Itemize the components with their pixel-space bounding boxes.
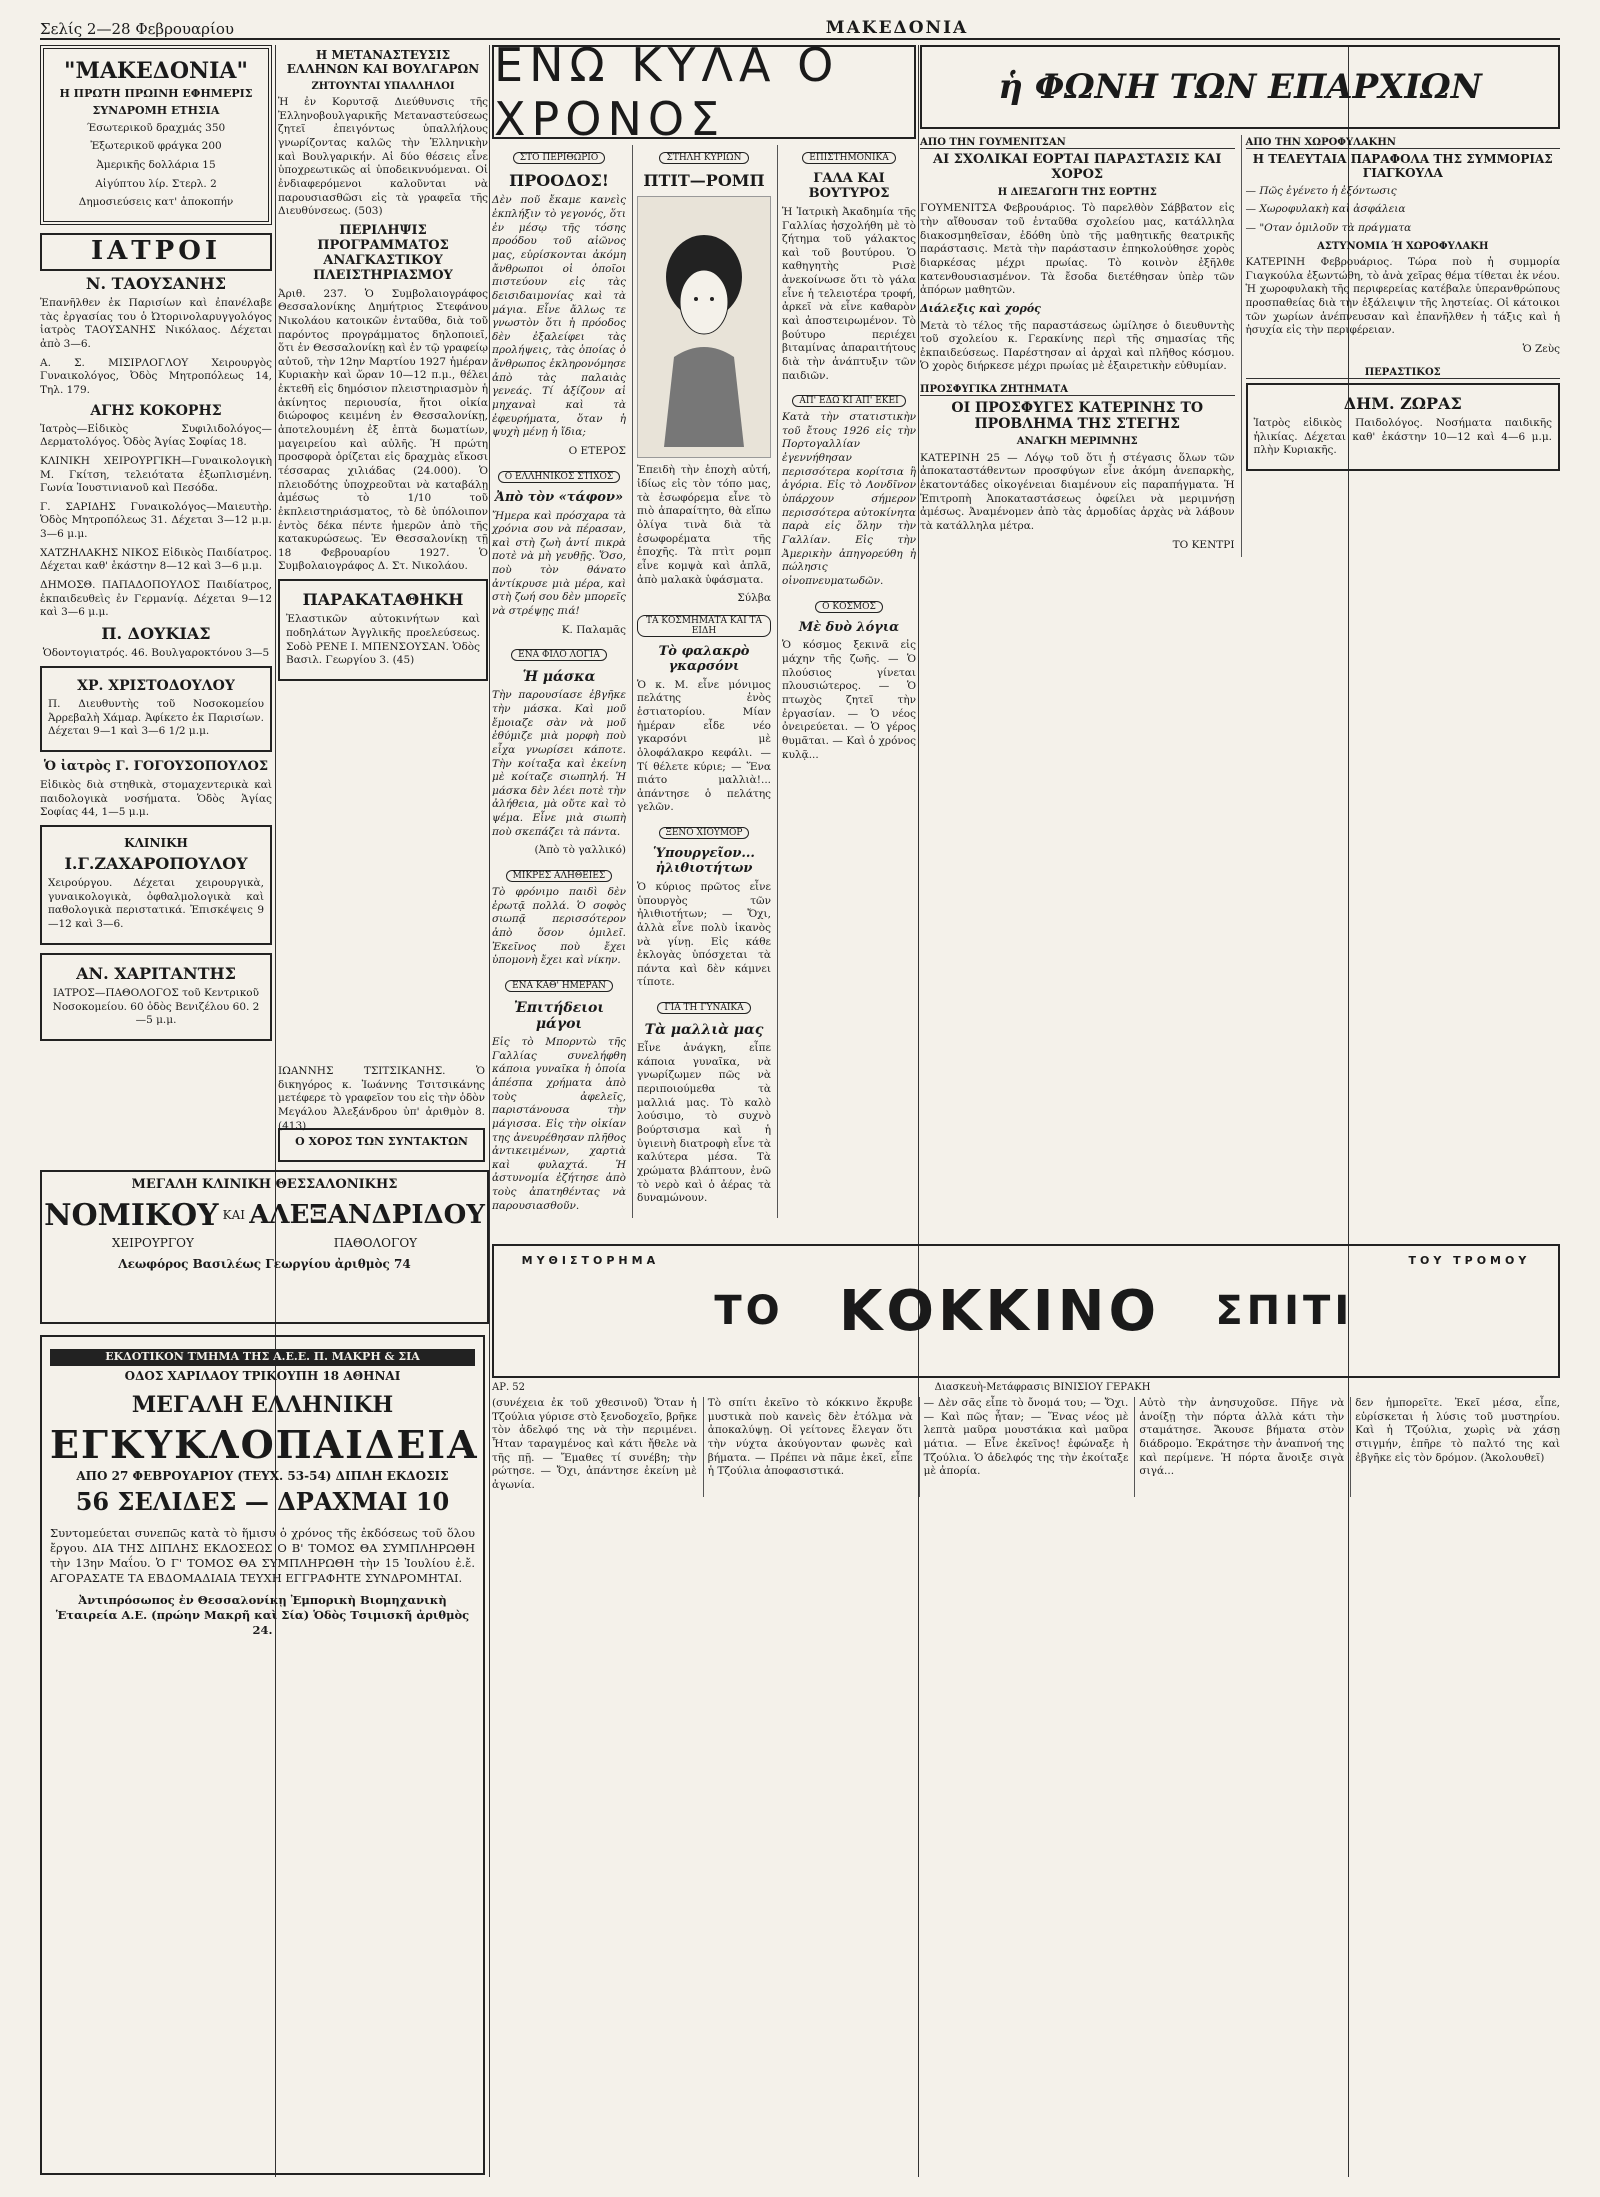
article-headline: Ὑπουργεῖον... ἠλιθιοτήτων <box>653 846 755 877</box>
section-tag: ΤΑ ΚΟΣΜΗΜΑΤΑ ΚΑΙ ΤΑ ΕΙΔΗ <box>637 615 771 637</box>
subscription-line: Αἰγύπτου λίρ. Στερλ. 2 <box>95 177 217 190</box>
serial-text: δεν ἠμπορεῖτε. Ἐκεῖ μέσα, εἶπε, εὑρίσκεται ἡ λύσις τοῦ μυστηρίου. Καὶ ἡ Τζούλια, χωρὶς νὰ χάσῃ στιγμήν, ἐπῆρε τὸ παλτό της καὶ ἐβγῆκε εἰς τὸν δρόμον. (Ἀκολουθεῖ) <box>1355 1397 1560 1464</box>
page-date: Σελίς 2—28 Φεβρουαρίου <box>40 20 235 38</box>
article-body: Ὁ κόσμος ξεκινᾶ εἰς μάχην τῆς ζωῆς. — Ὁ πλούσιος γίνεται πλουσιώτερος. — Ὁ πτωχὸς ζητεῖ τὴν ἐργασίαν. — Ὁ νέος ὀνειρεύεται. — Ὁ γέρος θυμᾶται. — Καὶ ὁ χρόνος κυλᾷ... <box>782 639 916 761</box>
article-headline: Τὰ μαλλιὰ μας <box>644 1022 764 1039</box>
article-headline: Ἡ μάσκα <box>522 669 596 686</box>
article-headline: ΟΙ ΠΡΟΣΦΥΓΕΣ ΚΑΤΕΡΙΝΗΣ ΤΟ ΠΡΟΒΛΗΜΑ ΤΗΣ ΣΤΕΓΗΣ <box>951 400 1204 433</box>
article-headline: ΓΑΛΑ ΚΑΙ ΒΟΥΤΥΡΟΣ <box>808 171 890 201</box>
section-tag: ΕΝΑ ΚΑΘ' ΗΜΕΡΑΝ <box>505 980 613 992</box>
subscription-line: Έσωτερικοῦ δραχμάς 350 <box>86 121 226 134</box>
section-tag: ΣΤΗΛΗ ΚΥΡΙΩΝ <box>659 152 748 164</box>
serial-label: ΜΥΘΙΣΤΟΡΗΜΑ <box>521 1254 660 1267</box>
article-subheadline: ΑΣΤΥΝΟΜΙΑ Ή ΧΩΡΟΦΥΛΑΚΗ <box>1317 240 1489 252</box>
article-headline: ΠΕΡΙΛΗΨΙΣ ΠΡΟΓΡΑΜΜΑΤΟΣ ΑΝΑΓΚΑΣΤΙΚΟΥ ΠΛΕΙΣΤΗΡΙΑΣΜΟΥ <box>313 222 453 283</box>
serial-text: Τὸ σπίτι ἐκεῖνο τὸ κόκκινο ἔκρυβε μυστικὰ ποὺ κανεὶς δὲν ἐτόλμα νὰ ἀποκαλύψῃ. Οἱ γείτονες ἔλεγαν ὅτι τὴν νύχτα ἀκούγονταν φωνὲς καὶ βήματα. — Πρέπει νὰ πᾶμε ἐκεῖ, εἶπε ἡ Τζούλια ἀποφασιστικά. <box>707 1397 913 1478</box>
encyclopedia-agent: Ἀντιπρόσωπος ἐν Θεσσαλονίκῃ Ἐμπορικὴ Βιομηχανικὴ Ἑταιρεία Α.Ε. (πρώην Μακρῆ καὶ Σία) Ὁδὸς Τσιμισκῆ ἀριθμὸς 24. <box>55 1592 470 1637</box>
article-bullet: — Χωροφυλακὴ καὶ ἀσφάλεια <box>1245 203 1406 216</box>
encyclopedia-publisher: ΕΚΔΟΤΙΚΟΝ ΤΜΗΜΑ ΤΗΣ Α.Ε.Ε. Π. ΜΑΚΡΗ & ΣΙΑ <box>50 1349 475 1366</box>
clinic-name: Ι.Γ.ΖΑΧΑΡΟΠΟΥΛΟΥ <box>64 853 248 873</box>
doctor-ad: Εἰδικὸς διὰ στηθικὰ, στομαχεντερικὰ καὶ παιδολογικὰ νοσήματα. Ὁδὸς Ἁγίας Σοφίας 44, 1—5 μ.μ. <box>40 778 272 819</box>
article-signature: Σύλβα <box>737 592 771 605</box>
doctor-box <box>1246 383 1561 471</box>
doctor-name: Ν. ΤΑΟΥΣΑΝΗΣ <box>85 273 227 293</box>
doctor-ad: ΔΗΜΟΣΘ. ΠΑΠΑΔΟΠΟΥΛΟΣ Παιδίατρος, ἐκπαιδευθεὶς ἐν Γερμανίᾳ. Δέχεται 9—12 καὶ 3—6 μ.μ. <box>40 579 272 619</box>
section-tag: ΜΙΚΡΕΣ ΑΛΗΘΕΙΕΣ <box>506 870 613 882</box>
article-subheadline: Διάλεξις καὶ χορός <box>920 301 1041 315</box>
ad-heading: Ο ΧΟΡΟΣ ΤΩΝ ΣΥΝΤΑΚΤΩΝ <box>295 1135 468 1148</box>
article-body: Εἰς τὸ Μπορντὼ τῆς Γαλλίας συνελήφθη κάποια γυναῖκα ἡ ὁποία ἀπέσπα χρήματα ἀπὸ τοὺς ἀφελεῖς, παριστάνουσα τὴν μάγισσα. Εἰς τὴν οἰκίαν της ἀνευρέθησαν πλῆθος ἀντικειμένων, χαρτιὰ καὶ φυλαχτά. Ἡ ἀστυνομία ἐζήτησε ἀπὸ τοὺς ἀπατηθέντας νὰ παρουσιασθοῦν. <box>492 1036 626 1212</box>
doctor-ad: Γ. ΣΑΡΙΔΗΣ Γυναικολόγος—Μαιευτὴρ. Ὁδὸς Μητροπόλεως 31. Δέχεται 3—12 μ.μ. 3—6 μ.μ. <box>40 500 272 541</box>
doctor-box <box>40 666 272 752</box>
doctor-ad: Ἰατρὸς εἰδικὸς Παιδολόγος. Νοσήματα παιδικῆς ἡλικίας. Δέχεται καθ' ἑκάστην 10—12 καὶ 4—6 μ.μ. πλὴν Κυριακῆς. <box>1253 416 1552 457</box>
woman-portrait-illustration <box>637 196 771 458</box>
article-body: Τὸ φρόνιμο παιδὶ δὲν ἐρωτᾷ πολλά. Ὁ σοφὸς σιωπᾷ περισσότερον ἀπὸ ὅσον ὁμιλεῖ. Ἐκεῖνος ποὺ ἔχει ὑπομονὴ ἔχει καὶ νίκην. <box>492 886 626 967</box>
serial-title-word: ΚΟΚΚΙΝΟ <box>838 1278 1161 1344</box>
column-rule <box>489 45 490 2177</box>
encyclopedia-title-line1: ΜΕΓΑΛΗ ΕΛΛΗΝΙΚΗ <box>131 1392 394 1419</box>
clinic-banner <box>40 1170 489 1324</box>
poem-signature: Κ. Παλαμᾶς <box>561 623 626 636</box>
article-headline: Ἐπιτήδειοι μάγοι <box>513 999 605 1032</box>
clinic-ad: ΚΛΙΝΙΚΗ ΧΕΙΡΟΥΡΓΙΚΗ—Γυναικολογικὴ Μ. Γκίτση, τελειότατα ἐξωπλισμένη. Γωνία Ἰουστινιανοῦ καὶ Πεσόδα. <box>40 454 272 495</box>
column-chronicle <box>492 38 916 1225</box>
article-signature: (Ἀπὸ τὸ γαλλικό) <box>534 844 626 857</box>
article-headline: Τὸ φαλακρὸ γκαρσόνι <box>658 643 750 674</box>
section-tag: ΕΠΙΣΤΗΜΟΝΙΚΑ <box>802 152 895 164</box>
clinic-and: ΚΑΙ <box>222 1208 246 1223</box>
article-headline: ΠΡΟΟΔΟΣ! <box>509 171 609 190</box>
notice-text: ΙΩΑΝΝΗΣ ΤΣΙΤΣΙΚΑΝΗΣ. Ὁ δικηγόρος κ. Ἰωάννης Τσιτσικάνης μετέφερε τὸ γραφεῖον του εἰς τὴν ὁδὸν Μεγάλου Ἀλεξάνδρου ὑπ' ἀριθμὸν 8. (413) <box>278 1065 486 1132</box>
section-tag: ΓΙΑ ΤΗ ΓΥΝΑΙΚΑ <box>657 1002 750 1014</box>
encyclopedia-edition: ΑΠΟ 27 ΦΕΒΡΟΥΑΡΙΟΥ (ΤΕΥΧ. 53-54) ΔΙΠΛΗ ΕΚΔΟΣΙΣ <box>76 1469 449 1484</box>
article-body: Ἀριθ. 237. Ὁ Συμβολαιογράφος Θεσσαλονίκης Δημήτριος Στεφάνου Νικολάου κατοικῶν ἐνταῦθα, διὰ τοῦ παρόντος προγράμματος δηλοποιεῖ, ὅτι ἐν Θεσσαλονίκῃ καὶ ἐν τῷ γραφείῳ αὐτοῦ, τὴν 12ην Μαρτίου 1927 ἡμέραν Κυριακὴν καὶ ὥραν 10—12 π.μ., θέλει ἐκτεθῆ εἰς δημόσιον πλειστηριασμὸν ἡ ἀκίνητος περιουσία, ἤτοι οἰκία διώροφος κειμένη ἐν Θεσσαλονίκῃ, ἀποτελουμένη ἐξ ἑπτὰ δωματίων, μαγειρείου καὶ αὐλῆς. Ἡ πρώτη προσφορὰ ὁρίζεται εἰς δραχμὰς εἴκοσι τέσσαρας χιλιάδας (24.000). Ὁ πλειοδότης ὑποχρεοῦται νὰ καταβάλῃ ἀμέσως τὸ 1/10 τοῦ ἐκπλειστηριάσματος, τὸ δὲ ὑπόλοιπον ἐντὸς δέκα πέντε ἡμερῶν ἀπὸ τῆς κατακυρώσεως. Ἐν Θεσσαλονίκῃ τῇ 18 Φεβρουαρίου 1927. Ὁ Συμβολαιογράφος Δ. Στ. Νικολάου. <box>278 287 488 573</box>
serial-number: ΑΡ. 52 <box>492 1382 526 1393</box>
subscription-line: Δημοσιεύσεις κατ' ἀποκοπήν <box>78 196 234 209</box>
section-tag: ΠΡΟΣΦΥΓΙΚΑ ΖΗΤΗΜΑΤΑ <box>920 384 1235 396</box>
article-body: Ὁ κύριος πρῶτος εἶνε ὑπουργὸς τῶν ἠλιθιοτήτων; — Ὄχι, ἀλλὰ εἶνε πολὺ ἱκανὸς νὰ γίνῃ. Εἰς κάθε ἐκλογὰς ὑπόσχεται τὰ πάντα καὶ δὲν κάμνει τίποτε. <box>637 880 771 989</box>
article-body: Εἶνε ἀνάγκη, εἶπε κάποια γυναῖκα, νὰ γνωρίζωμεν πῶς νὰ περιποιούμεθα τὰ μαλλιά μας. Τὸ καλὸ λούσιμο, τὸ συχνὸ βούρτσισμα καὶ ἡ ὑγιεινὴ διατροφὴ εἶνε τὰ καλύτερα μέσα. Τὰ χρώματα βλάπτουν, ἐνῶ τὸ νερὸ καὶ ὁ ἀέρας τὰ δυναμώνουν. <box>637 1042 771 1205</box>
article-subheadline: Η ΔΙΕΞΑΓΩΓΗ ΤΗΣ ΕΟΡΤΗΣ <box>997 186 1157 198</box>
article-headline: Η ΜΕΤΑΝΑΣΤΕΥΣΙΣ ΕΛΛΗΝΩΝ ΚΑΙ ΒΟΥΛΓΑΡΩΝ <box>286 48 480 76</box>
section-tag: Ο ΚΟΣΜΟΣ <box>815 601 883 613</box>
doctor-ad: Ἰατρὸς—Εἰδικὸς Συφιλιδολόγος—Δερματολόγος. Ὁδὸς Ἁγίας Σοφίας 18. <box>40 422 272 449</box>
subscription-line: Ἐξωτερικοῦ φράγκα 200 <box>90 140 222 153</box>
article-headline: ΑΙ ΣΧΟΛΙΚΑΙ ΕΟΡΤΑΙ ΠΑΡΑΣΤΑΣΙΣ ΚΑΙ ΧΟΡΟΣ <box>933 152 1222 182</box>
article-body: ΚΑΤΕΡΙΝΗ 25 — Λόγῳ τοῦ ὅτι ἡ στέγασις ὅλων τῶν ἀποκαταστάθεντων προσφύγων εἶνε ἀκόμη ἀνεπαρκὴς, ἑκατοντάδες οἰκογένειαι διαμένουν εἰς παραπήγματα. Ἡ Ἐπιτροπὴ Ἀποκαταστάσεως ὀφείλει νὰ μεριμνήσῃ ἀμέσως. Ἀναμένομεν ἀπὸ τὰς ἁρμοδίας ἀρχὰς νὰ λάβουν τὰ κατάλληλα μέτρα. <box>920 451 1235 532</box>
clinic-role: ΠΑΘΟΛΟΓΟΥ <box>333 1235 418 1250</box>
newspaper-title: ΜΑΚΕΔΟΝΙΑ <box>825 18 969 38</box>
article-body: Κατὰ τὴν στατιστικὴν τοῦ ἔτους 1926 εἰς τὴν Πορτογαλλίαν ἐγεννήθησαν περισσότερα κορίτσια ἢ ἀγόρια. Εἰς τὸ Λονδῖνον ὑπάρχουν σήμερον περισσότερα αὐτοκίνητα παρὰ εἰς ὅλην τὴν Γαλλίαν. Εἰς τὴν Ἀμερικὴν ἀπηγορεύθη ἡ πώλησις οἰνοπνευματωδῶν. <box>782 411 916 587</box>
ad-box <box>278 579 488 681</box>
article-subheadline: ΖΗΤΟΥΝΤΑΙ ΥΠΑΛΛΗΛΟΙ <box>311 80 455 92</box>
article-headline: ΠΤΙΤ—ΡΟΜΠ <box>643 171 765 190</box>
encyclopedia-title-line2: ΕΓΚΥΚΛΟΠΑΙΔΕΙΑ <box>50 1421 479 1467</box>
column-provinces <box>920 45 1560 1225</box>
section-tag: ΑΠΟ ΤΗΝ ΧΩΡΟΦΥΛΑΚΗΝ <box>1246 137 1561 149</box>
article-body: Ἡ Ἰατρικὴ Ἀκαδημία τῆς Γαλλίας ἠσχολήθη μὲ τὸ ζήτημα τοῦ γάλακτος καὶ τοῦ βουτύρου. Ὁ καθηγητὴς Ρισὲ ἀνεκοίνωσε ὅτι τὸ γάλα εἶνε ἡ τελειοτέρα τροφή, ἀρκεῖ νὰ εἶνε καθαρὸν καὶ ἀποστειρωμένον. Τὸ βούτυρο περιέχει βιταμίνας ἀπαραιτήτους διὰ τὴν ἀνάπτυξιν τῶν παιδιῶν. <box>782 205 916 382</box>
encyclopedia-price: 56 ΣΕΛΙΔΕΣ — ΔΡΑΧΜΑΙ 10 <box>75 1487 450 1517</box>
doctor-ad: Α. Σ. ΜΙΣΙΡΛΟΓΛΟΥ Χειρουργὸς Γυναικολόγος, Ὀδὸς Μητροπόλεως 14, Τηλ. 179. <box>40 356 272 396</box>
doctor-ad: Ὁδοντογιατρός. 46. Βουλγαροκτόνου 3—5 <box>42 647 270 660</box>
article-body: Τὴν παρουσίασε ἐβγῆκε τὴν μάσκα. Καὶ μοῦ ἔμοιαζε σὰν νὰ μοῦ ἐθύμιζε μιὰ μορφὴ ποὺ εἶχα γνωρίσει κάποτε. Τὴν κοίταξα καὶ ἐκείνη μὲ κοίταζε σιωπηλή. Ἡ μάσκα δὲν λέει ποτὲ τὴν ἀλήθεια, μὰ οὔτε καὶ τὸ ψέμα. Εἶνε μιὰ σιωπὴ ποὺ σκεπάζει τὰ πάντα. <box>492 689 626 838</box>
clinic-heading: ΚΛΙΝΙΚΗ <box>124 835 188 850</box>
article-body: ΓΟΥΜΕΝΙΤΣΑ Φεβρουάριος. Τὸ παρελθὸν Σάββατον εἰς τὴν αἴθουσαν τοῦ ἐνταῦθα σχολείου μας, κατάλληλα διακοσμηθεῖσαν, ἐδόθη ὑπὸ τῆς μαθητικῆς θεατρικῆς παράστασις. Μετὰ τὴν παράστασιν ἐπηκολούθησε χορὸς διαρκέσας μέχρι πρωίας. Τὸ κοινὸν ἐξῆλθε κατενθουσιασμένον. Τὰ ἔσοδα διετέθησαν ὑπὲρ τῶν ἀπόρων μαθητῶν. <box>920 202 1235 297</box>
article-body: Μετὰ τὸ τέλος τῆς παραστάσεως ὡμίλησε ὁ διευθυντὴς τοῦ σχολείου κ. Γερακίνης περὶ τῆς σημασίας τῆς ἐκπαιδεύσεως. Παρέστησαν αἱ ἀρχαὶ καὶ πλῆθος κόσμου. Ὁ χορὸς διήρκεσε μέχρι πρωίας μὲ ἐξαιρετικὴν εὐθυμίαν. <box>920 319 1235 373</box>
section-tag: ΠΕΡΑΣΤΙΚΟΣ <box>1246 367 1561 379</box>
article-body: Δὲν ποῦ ἔκαμε κανεὶς ἐκπλήξιν τὸ γεγονός, ὅτι ἐν μέσῳ τῆς τόσης προόδου τοῦ αἰῶνος μας, εὑρίσκονται ἀκόμη ἄνθρωποι οἱ ὁποῖοι πιστεύουν εἰς τὰς δεισιδαιμονίας καὶ τὰ μάγια. Εἶνε ἄλλως τε γνωστὸν ὅτι ἡ πρόοδος δὲν ἐξαλείφει τὰς προλήψεις, τὰς ὁποίας ὁ ἄνθρωπος ἐκληρονόμησε ἀπὸ τὰς παλαιὰς γενεάς. Τί ἀξίζουν αἱ μηχαναὶ καὶ τὰ ἐφευρήματα, ὅταν ἡ ψυχὴ μένῃ ἡ ἴδια; <box>492 194 626 439</box>
doctor-name: ΧΡ. ΧΡΙΣΤΟΔΟΥΛΟΥ <box>77 678 235 694</box>
subscription-box <box>40 45 272 225</box>
encyclopedia-text: Συντομεύεται συνεπῶς κατὰ τὸ ἥμισυ ὁ χρόνος τῆς ἐκδόσεως τοῦ ὅλου ἔργου. ΔΙΑ ΤΗΣ ΔΙΠΛΗΣ ΕΚΔΟΣΕΩΣ Ο Β' ΤΟΜΟΣ ΘΑ ΣΥΜΠΛΗΡΩΘΗ τὴν 13ην Μαΐου. Ὁ Γ' ΤΟΜΟΣ ΘΑ ΣΥΜΠΛΗΡΩΘΗ τὴν 15 Ἰουλίου ἐ.ἔ. ΑΓΟΡΑΣΑΤΕ ΤΑ ΕΒΔΟΜΑΔΙΑΙΑ ΤΕΥΧΗ ΕΓΓΡΑΦΗΤΕ ΣΥΝΔΡΟΜΗΤΑΙ. <box>50 1525 475 1586</box>
article-body: ΚΑΤΕΡΙΝΗ Φεβρουάριος. Τώρα ποὺ ἡ συμμορία Γιαγκούλα ἐξωντώθη, τὸ ἀνὰ χεῖρας θέμα τίθεται ἐκ νέου. Ἡ χωροφυλακὴ τῆς περιφερείας κατέβαλε ὑπερανθρώπους προσπαθείας διὰ τὴν ἐξάλειψιν τῆς ληστείας. Οἱ κάτοικοι τῶν χωρίων ἀνέπνευσαν καὶ ἐπανῆλθεν ἡ τάξις καὶ ἡ ἡσυχία εἰς τὴν περιφέρειαν. <box>1245 256 1560 337</box>
encyclopedia-ad <box>40 1335 485 2175</box>
serial-title-word: ΣΠΙΤΙ <box>1215 1288 1354 1334</box>
subscription-line: Ἀμερικῆς δολλάρια 15 <box>96 158 216 171</box>
ad-heading: ΠΑΡΑΚΑΤΑΘΗΚΗ <box>302 590 464 610</box>
doctors-heading: ΙΑΤΡΟΙ <box>40 233 272 271</box>
serial-title-banner <box>492 1244 1560 1378</box>
ad-text: Ἐλαστικῶν αὐτοκινήτων καὶ ποδηλάτων Ἀγγλικῆς προελεύσεως. Σοδὸ ΡΕΝΕ Ι. ΜΠΕΝΣΟΥΣΑΝ. Ὁδὸς Βασιλ. Γεωργίου 3. (45) <box>286 613 480 667</box>
subscription-title: "ΜΑΚΕΔΟΝΙΑ" <box>64 58 248 84</box>
doctor-ad: Ἐπανῆλθεν ἐκ Παρισίων καὶ ἐπανέλαβε τὰς ἐργασίας του ὁ Ὠτορινολαρυγγολόγος ἰατρὸς ΤΑΟΥΣΑΝΗΣ Νικόλαος. Δέχεται ἀπὸ 3—6. <box>40 297 272 350</box>
serial-text: (συνέχεια ἐκ τοῦ χθεσινοῦ) Ὅταν ἡ Τζούλια γύρισε στὸ ξενοδοχεῖο, βρῆκε τὸν ἀδελφό της νὰ τὴν περιμένει. Ἦταν ταραγμένος καὶ κάτι ἤθελε νὰ τῆς πῇ. — Ἔμαθες τί συνέβη; τὴν ρώτησε. — Ὄχι, ἀπάντησε ἐκείνη μὲ ἀγωνία. <box>492 1397 697 1491</box>
encyclopedia-address: ΟΔΟΣ ΧΑΡΙΛΑΟΥ ΤΡΙΚΟΥΠΗ 18 ΑΘΗΝΑΙ <box>124 1368 401 1383</box>
serial-text: — Δὲν σᾶς εἶπε τὸ ὄνομά του; — Ὄχι. — Καὶ πῶς ἦταν; — Ἕνας νέος μὲ λεπτὰ μαῦρα μουστάκια καὶ μαῦρα μάτια. — Εἶνε ἐκεῖνος! ἐφώναξε ἡ Τζούλια. Ὁ ἀδελφός της τὴν ἐκοίταξε μὲ ἀπορία. <box>923 1397 1129 1478</box>
doctor-ad: Π. Διευθυντὴς τοῦ Νοσοκομείου Ἀρρεβαλὴ Χάμαρ. Ἀφίκετο ἐκ Παρισίων. Δέχεται 9—1 καὶ 3—6 1/2 μ.μ. <box>48 698 264 738</box>
provinces-banner: ἡ ΦΩΝΗ ΤΩΝ ΕΠΑΡΧΙΩΝ <box>920 45 1560 129</box>
section-tag: Ο ΕΛΛΗΝΙΚΟΣ ΣΤΙΧΟΣ <box>498 471 620 483</box>
clinic-role: ΧΕΙΡΟΥΡΓΟΥ <box>111 1235 194 1250</box>
doctor-name: ΔΗΜ. ΖΩΡΑΣ <box>1343 393 1462 413</box>
serial-text: Αὐτὸ τὴν ἀνησυχοῦσε. Πῆγε νὰ ἀνοίξῃ τὴν πόρτα ἀλλὰ κάτι τὴν σταμάτησε. Ἄκουσε βήματα στὸν διάδρομο. Ἐκράτησε τὴν ἀναπνοή της καὶ περίμενε. Ἡ πόρτα ἄνοιξε σιγὰ σιγά... <box>1139 1397 1345 1478</box>
clinic-banner-heading: ΜΕΓΑΛΗ ΚΛΙΝΙΚΗ ΘΕΣΣΑΛΟΝΙΚΗΣ <box>131 1177 398 1192</box>
serial-novel <box>492 1240 1560 2180</box>
subscription-heading: ΣΥΝΔΡΟΜΗ ΕΤΗΣΙΑ <box>92 103 220 117</box>
article-signature: Ὁ Ζεὺς <box>1522 342 1560 355</box>
subscription-subtitle: Η ΠΡΩΤΗ ΠΡΩΙΝΗ ΕΦΗΜΕΡΙΣ <box>59 87 253 101</box>
article-headline: Μὲ δυὸ λόγια <box>798 619 900 635</box>
serial-translator: Διασκευὴ-Μετάφρασις ΒΙΝΙΣΙΟΥ ΓΕΡΑΚΗ <box>934 1382 1151 1393</box>
clinic-doctor-name: ΝΟΜΙΚΟΥ <box>44 1197 219 1233</box>
article-body: Ὁ κ. Μ. εἶνε μόνιμος πελάτης ἑνὸς ἑστιατορίου. Μίαν ἡμέραν εἶδε νέο γκαρσόνι μὲ ὁλοφάλακρο κεφάλι. — Τί θέλετε κύριε; — Ἕνα πιάτο μαλλιὰ!... ἀπάντησε ὁ πελάτης γελῶν. <box>637 678 771 814</box>
poem-body: Ἤμερα καὶ πρόσχαρα τὰ χρόνια σου νὰ πέρασαν, καὶ στὴ ζωὴ ἀντί πικρὰ ποτὲ νὰ μὴ γευθῇς. Ὅσο, ποὺ τὸν θάνατο ἀντίκρυσε μιὰ μέρα, καὶ στὴ ζωή σου δὲν μπορεῖς νὰ στρέψῃς πιά! <box>492 509 626 617</box>
doctor-ad: ΧΑΤΖΗΛΑΚΗΣ ΝΙΚΟΣ Εἰδικὸς Παιδίατρος. Δέχεται καθ' ἑκάστην 8—12 καὶ 3—6 μ.μ. <box>40 546 272 573</box>
serial-label: ΤΟΥ ΤΡΟΜΟΥ <box>1408 1254 1531 1267</box>
section-tag: ΕΝΑ ΦΙΛΟ ΛΟΓΙΑ <box>511 649 607 661</box>
article-subheadline: ΑΝΑΓΚΗ ΜΕΡΙΜΝΗΣ <box>1016 436 1138 448</box>
doctor-name: Ὁ ἰατρὸς Γ. ΓΟΓΟΥΣΟΠΟΥΛΟΣ <box>43 759 269 775</box>
section-tag: ΑΠ' ΕΔΩ ΚΙ ΑΠ' ΕΚΕΙ <box>792 395 905 407</box>
article-body: Ἐπειδὴ τὴν ἐποχὴ αὐτή, ἰδίως εἰς τὸν τόπο μας, τὰ ἐσωφόρεμα εἶνε τὸ πιὸ ἀπαραίτητο, θὰ εἴπω ὀλίγα τινὰ διὰ τὰ ἐσωφορέματα τῆς ἐποχῆς. Τὰ πτὶτ ρομπ εἶνε κομψὰ καὶ ἁπλᾶ, ἀπὸ μαλακὰ ὑφάσματα. <box>637 464 771 586</box>
clinic-ad: Χειρούργου. Δέχεται χειρουργικὰ, γυναικολογικὰ, ὀφθαλμολογικὰ καὶ παθολογικὰ περιστατικά. Ἐπισκέψεις 9—12 καὶ 3—6. <box>48 877 264 930</box>
section-tag: ΣΤΟ ΠΕΡΙΘΩΡΙΟ <box>513 152 605 164</box>
clinic-address: Λεωφόρος Βασιλέως Γεωργίου ἀριθμὸς 74 <box>118 1256 411 1271</box>
doctor-name: ΑΓΗΣ ΚΟΚΟΡΗΣ <box>90 402 222 419</box>
article-body: Ἡ ἐν Κορυτσᾷ Διεύθυνσις τῆς Ἐλληνοβουλγαρικῆς Μεταναστεύσεως ζητεῖ ἐπειγόντως ὑπαλλήλους γνωρίζοντας καλῶς τὴν Ἑλληνικὴν καὶ Βουλγαρικήν. Αἱ δύο θέσεις εἶνε ὑποχρεωτικῶς αἱ ὑποδεικνυόμεναι. Οἱ ἐνδιαφερόμενοι καλοῦνται νὰ παρουσιασθῶσι εἰς τὰ γραφεῖα τῆς Διευθύνσεως. (503) <box>278 96 488 218</box>
poem-title: Ἀπὸ τὸν «τάφον» <box>494 489 624 505</box>
clinic-doctor-name: ΑΛΕΞΑΝΔΡΙΔΟΥ <box>249 1200 485 1231</box>
chronicle-banner: ΕΝΩ ΚΥΛΑ Ο ΧΡΟΝΟΣ <box>492 45 916 139</box>
article-signature: Ο ΕΤΕΡΟΣ <box>568 444 626 457</box>
doctor-name: ΑΝ. ΧΑΡΙΤΑΝΤΗΣ <box>76 963 236 983</box>
column-notices <box>278 45 488 1125</box>
article-headline: Η ΤΕΛΕΥΤΑΙΑ ΠΑΡΑΦΟΛΑ ΤΗΣ ΣΥΜΜΟΡΙΑΣ ΓΙΑΓΚΟΥΛΑ <box>1252 152 1553 180</box>
article-signature: ΤΟ ΚΕΝΤΡΙ <box>1172 538 1235 551</box>
article-bullet: — Πῶς ἐγένετο ἡ ἐξόντωσις <box>1245 184 1397 197</box>
article-bullet: — "Οταν ὁμιλοῦν τὰ πράγματα <box>1245 221 1412 234</box>
section-tag: ΑΠΟ ΤΗΝ ΓΟΥΜΕΝΙΤΣΑΝ <box>920 137 1235 149</box>
doctor-box <box>40 953 272 1041</box>
masthead <box>40 10 1560 40</box>
lawyer-notice <box>278 1065 486 1132</box>
doctor-ad: ΙΑΤΡΟΣ—ΠΑΘΟΛΟΓΟΣ τοῦ Κεντρικοῦ Νοσοκομείου. 60 ὁδὸς Βενιζέλου 60. 2—5 μ.μ. <box>52 987 260 1027</box>
clinic-box <box>40 825 272 945</box>
serial-title-word: ΤΟ <box>714 1288 784 1334</box>
doctor-name: Π. ΔΟΥΚΙΑΣ <box>101 623 211 643</box>
section-tag: ΞΕΝΟ ΧΙΟΥΜΟΡ <box>659 827 750 839</box>
